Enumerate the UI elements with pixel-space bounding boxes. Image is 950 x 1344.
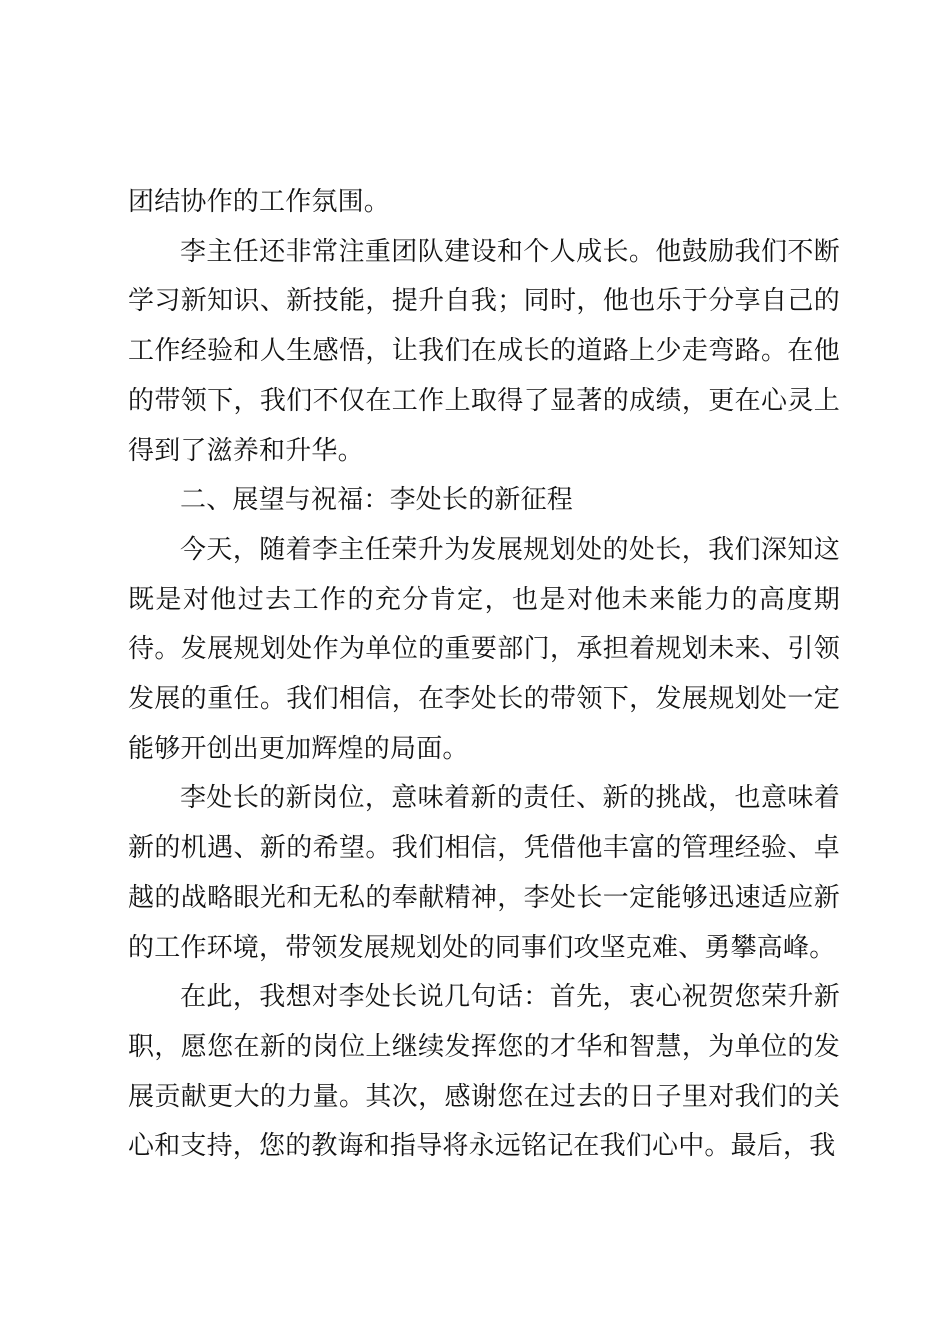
section-heading: 二、展望与祝福：李处长的新征程 (180, 485, 574, 516)
document-body (128, 178, 840, 1172)
paragraph-continuation: 团结协作的工作氛围。 (128, 187, 391, 217)
paragraph-wishes: 在此，我想对李处长说几句话：首先，衷心祝贺您荣升新职，愿您在新的岗位上继续发挥您的才华和智慧，为单位的发展贡献更大的力量。其次，感谢您在过去的日子里对我们的关心和支持，您的教诲和指导将永远铭记在我们心中。最后，我 (128, 982, 840, 1162)
paragraph-new-position: 李处长的新岗位，意味着新的责任、新的挑战，也意味着新的机遇、新的希望。我们相信，凭借他丰富的管理经验、卓越的战略眼光和无私的奉献精神，李处长一定能够迅速适应新的工作环境，带领发展规划处的同事们攻坚克难、勇攀高峰。 (128, 783, 840, 963)
paragraph-team-building: 李主任还非常注重团队建设和个人成长。他鼓励我们不断学习新知识、新技能，提升自我；同时，他也乐于分享自己的工作经验和人生感悟，让我们在成长的道路上少走弯路。在他的带领下，我们不仅在工作上取得了显著的成绩，更在心灵上得到了滋养和升华。 (128, 236, 840, 466)
paragraph-promotion: 今天，随着李主任荣升为发展规划处的处长，我们深知这既是对他过去工作的充分肯定，也是对他未来能力的高度期待。发展规划处作为单位的重要部门，承担着规划未来、引领发展的重任。我们相信，在李处长的带领下，发展规划处一定能够开创出更加辉煌的局面。 (128, 534, 840, 764)
